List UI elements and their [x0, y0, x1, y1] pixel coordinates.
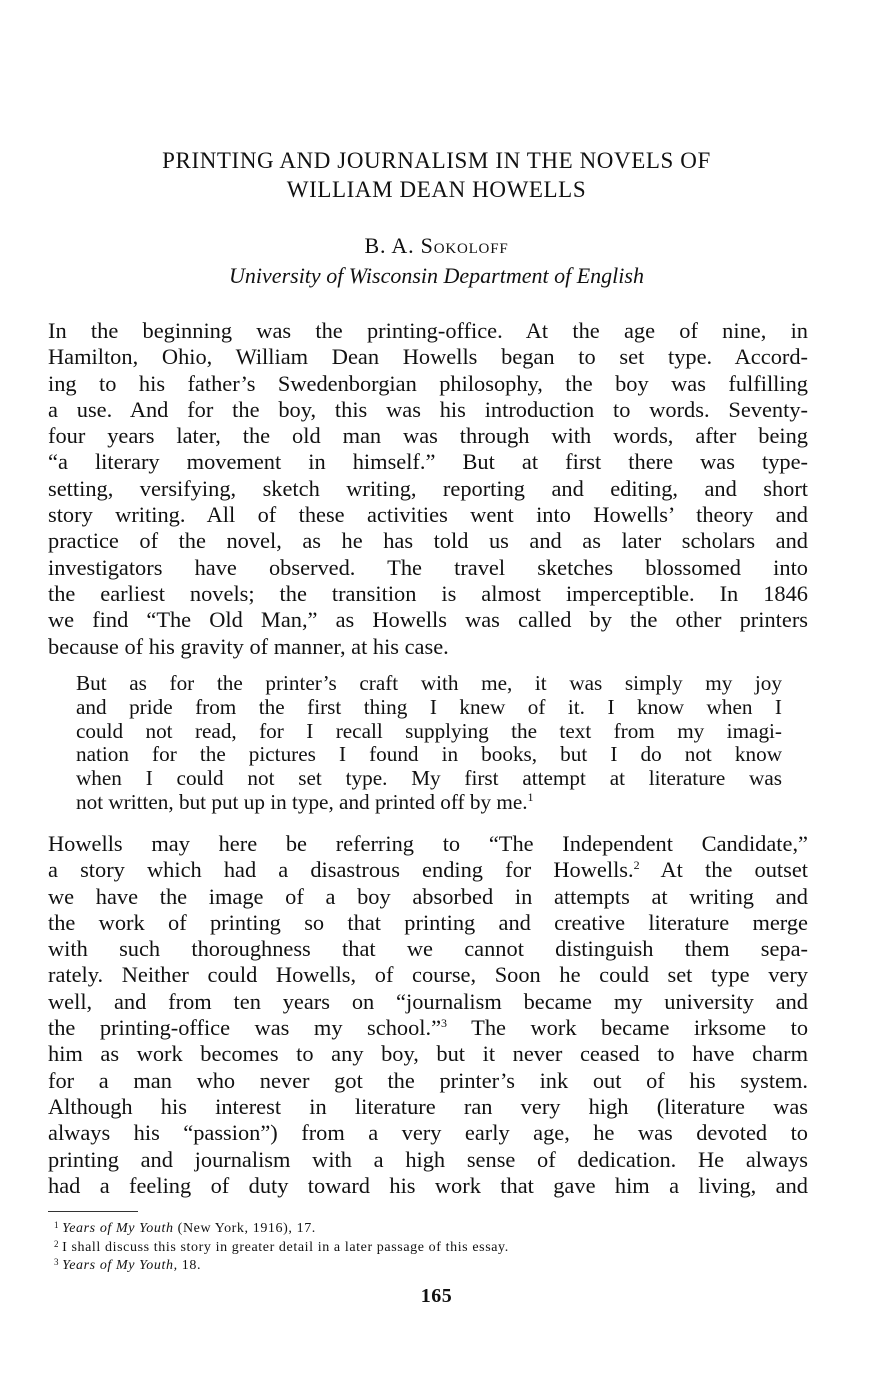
quote-line: But as for the printer’s craft with me, it was simply my joy — [76, 672, 782, 695]
text-line: him as work becomes to any boy, but it never ceased to have charm — [48, 1041, 808, 1067]
text-line: a use. And for the boy, this was his introduction to words. Seventy- — [48, 396, 808, 422]
block-quotation — [76, 672, 782, 815]
quote-line: and pride from the first thing I knew of it. I know when I — [76, 695, 782, 719]
body-paragraph-1 — [48, 318, 808, 660]
text-line: with such thoroughness that we cannot distinguish them sepa- — [48, 936, 808, 962]
text-line-part: a story which had a disastrous ending for Howells. — [48, 857, 634, 883]
author-name: B. A. Sokoloff — [364, 233, 509, 258]
footnote-mark: 2 — [54, 1238, 60, 1249]
article-title — [0, 146, 873, 204]
footnote-text: 18. — [177, 1258, 202, 1273]
footnote-1 — [54, 1218, 794, 1237]
text-line: printing and journalism with a high sense of dedication. He always — [48, 1146, 808, 1172]
text-line: Although his interest in literature ran very high (literature was — [48, 1093, 808, 1119]
footnote-divider — [48, 1211, 138, 1212]
text-line: Howells may here be referring to “The Independent Candidate,” — [48, 831, 808, 856]
text-line-part: the printing-office was my school.” — [48, 1015, 442, 1041]
text-line: well, and from ten years on “journalism became my university and — [48, 988, 808, 1014]
page-number: 165 — [420, 1285, 453, 1307]
text-line: setting, versifying, sketch writing, reporting and editing, and short — [48, 475, 808, 501]
text-line: the work of printing so that printing and creative literature merge — [48, 909, 808, 935]
article-title-line-2: WILLIAM DEAN HOWELLS — [286, 177, 587, 202]
body-paragraph-2 — [48, 831, 808, 1199]
text-line: because of his gravity of manner, at his case. — [48, 633, 449, 659]
text-line: had a feeling of duty toward his work that gave him a living, and — [48, 1172, 808, 1198]
text-line: the earliest novels; the transition is almost imperceptible. In 1846 — [48, 580, 808, 606]
text-line: In the beginning was the printing-office. At the age of nine, in — [48, 318, 808, 343]
text-line: “a literary movement in himself.” But at first there was type- — [48, 449, 808, 475]
text-line: ing to his father’s Swedenborgian philosophy, the boy was fulfilling — [48, 370, 808, 396]
text-line-part: The work became irksome to — [447, 1015, 808, 1041]
footnote-2 — [54, 1237, 794, 1256]
author-affiliation: University of Wisconsin Department of English — [229, 263, 644, 288]
text-line-with-note — [48, 1015, 808, 1041]
text-line: investigators have observed. The travel sketches blossomed into — [48, 554, 808, 580]
footnote-italic: Years of My Youth — [62, 1221, 174, 1236]
footnote-mark: 1 — [54, 1220, 60, 1230]
text-line: practice of the novel, as he has told us and as later scholars and — [48, 528, 808, 554]
footnote-text: I shall discuss this story in greater detail in a later passage of this essay. — [62, 1239, 509, 1255]
text-line: story writing. All of these activities went into Howells’ theory and — [48, 502, 808, 528]
footnote-text: (New York, 1916), 17. — [173, 1221, 316, 1236]
text-line: rately. Neither could Howells, of course, Soon he could set type very — [48, 962, 808, 988]
quote-line: when I could not set type. My first attempt at literature was — [76, 767, 782, 791]
quote-line: could not read, for I recall supplying the text from my imagi- — [76, 719, 782, 743]
footnotes — [54, 1218, 794, 1274]
text-line: for a man who never got the printer’s ink out of his system. — [48, 1067, 808, 1093]
footnote-3 — [54, 1255, 794, 1274]
article-title-line-1: PRINTING AND JOURNALISM IN THE NOVELS OF — [162, 148, 711, 173]
text-line-with-note — [48, 857, 808, 883]
footnote-italic: Years of My Youth, — [62, 1258, 178, 1273]
quote-line-text: not written, but put up in type, and printed off by me. — [76, 790, 528, 814]
footnote-reference-1[interactable]: 1 — [527, 790, 534, 804]
text-line: always his “passion”) from a very early age, he was devoted to — [48, 1120, 808, 1146]
text-line-part: At the outset — [639, 857, 808, 883]
text-line: Hamilton, Ohio, William Dean Howells began to set type. Accord- — [48, 344, 808, 370]
text-line: we find “The Old Man,” as Howells was called by the other printers — [48, 607, 808, 633]
footnote-mark: 3 — [54, 1257, 60, 1267]
text-line: four years later, the old man was through with words, after being — [48, 423, 808, 449]
quote-line: nation for the pictures I found in books, but I do not know — [76, 743, 782, 767]
text-line: we have the image of a boy absorbed in attempts at writing and — [48, 883, 808, 909]
footnote-reference-2[interactable]: 2 — [633, 858, 640, 873]
footnote-reference-3[interactable]: 3 — [441, 1016, 448, 1031]
quote-line-last — [76, 791, 782, 815]
